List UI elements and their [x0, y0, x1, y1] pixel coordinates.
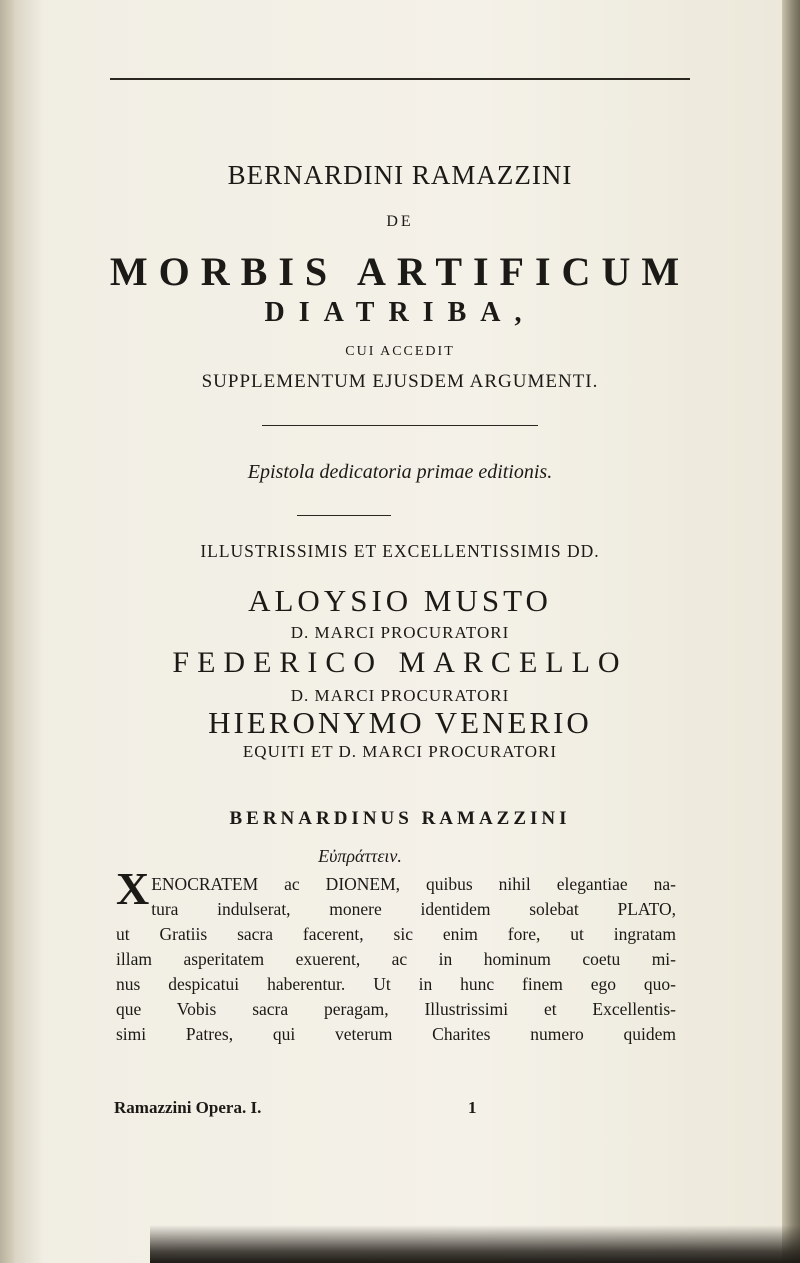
- body-line: ENOCRATEM ac DIONEM, quibus nihil elegantiae na-: [151, 874, 676, 894]
- dedicatee-role: D. MARCI PROCURATORI: [290, 686, 510, 705]
- dedicatee-role: EQUITI ET D. MARCI PROCURATORI: [242, 742, 558, 761]
- body-line: nus despicatui haberentur. Ut in hunc finem ego quo-: [116, 974, 676, 994]
- body-paragraph: [116, 863, 676, 1047]
- body-line: simi Patres, qui veterum Charites numero quidem: [116, 1024, 676, 1044]
- page-number: 1: [468, 1098, 477, 1117]
- dedicatee-name: HIERONYMO VENERIO: [208, 705, 592, 740]
- body-line: illam asperitatem exuerent, ac in hominum coetu mi-: [116, 949, 676, 969]
- subtitle: DIATRIBA,: [264, 297, 536, 328]
- cui-accedit: CUI ACCEDIT: [345, 344, 455, 359]
- page-shadow: [150, 1225, 800, 1263]
- supplement-line: SUPPLEMENTUM EJUSDEM ARGUMENTI.: [201, 371, 599, 392]
- body-line: ut Gratiis sacra facerent, sic enim fore, ut ingratam: [116, 924, 676, 944]
- dedication-address: ILLUSTRISSIMIS ET EXCELLENTISSIMIS DD.: [200, 541, 600, 561]
- dedicatee-name: FEDERICO MARCELLO: [172, 646, 628, 679]
- top-rule: [110, 78, 690, 80]
- rule-2: [297, 515, 391, 516]
- dedicatee-role: D. MARCI PROCURATORI: [290, 623, 510, 642]
- main-title: MORBIS ARTIFICUM: [109, 249, 691, 294]
- signature-name: BERNARDINUS RAMAZZINI: [229, 808, 571, 829]
- drop-cap: X: [116, 863, 150, 914]
- epistola-heading: Epistola dedicatoria primae editionis.: [247, 461, 553, 483]
- signature-greek: Εὐπράττειν.: [318, 846, 402, 866]
- body-line: que Vobis sacra peragam, Illustrissimi et Excellentis-: [116, 999, 676, 1019]
- footer-signature-mark: Ramazzini Opera. I.: [114, 1098, 262, 1117]
- body-line: tura indulserat, monere identidem solebat PLATO,: [151, 899, 676, 919]
- de-line: DE: [386, 213, 414, 230]
- dedicatee-name: ALOYSIO MUSTO: [248, 583, 552, 618]
- rule-1: [262, 425, 538, 426]
- author-title: BERNARDINI RAMAZZINI: [227, 160, 573, 190]
